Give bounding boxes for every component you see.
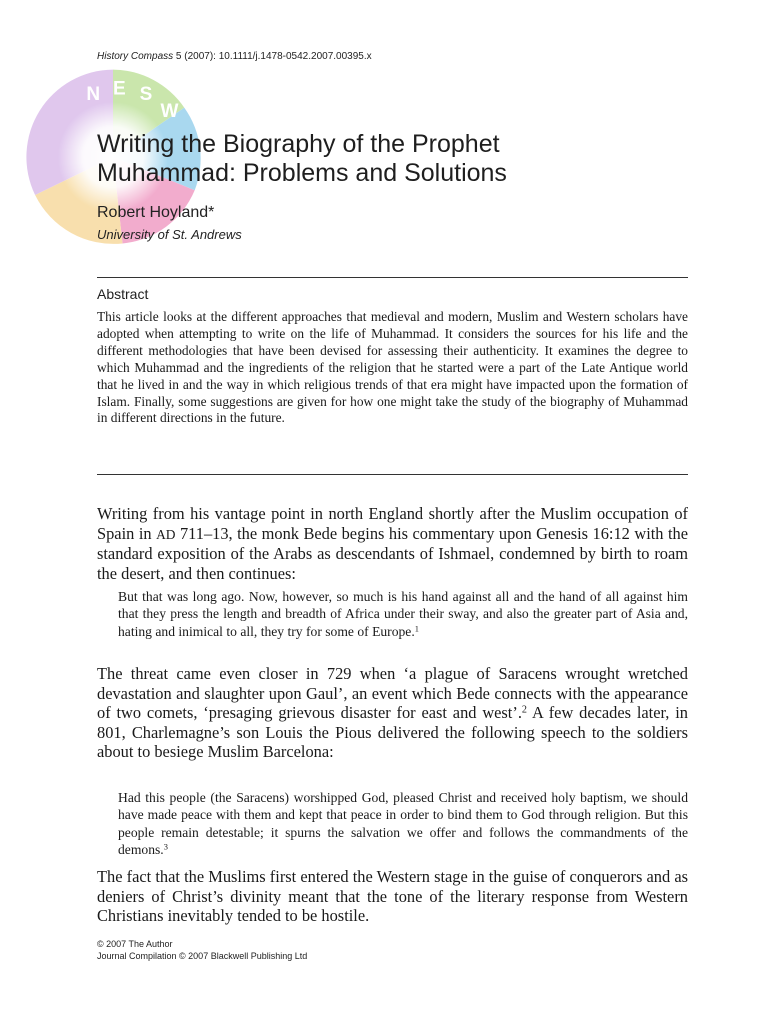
author-name: Robert Hoyland* bbox=[97, 204, 215, 221]
quote-1-text: But that was long ago. Now, however, so much is his hand against all and the hand of all against him that they press the length and breadth of Africa under their sway, and also the greater part of Asia and, hating and inimical to all, they try for some of Europe. bbox=[118, 589, 688, 639]
author-affiliation: University of St. Andrews bbox=[97, 227, 242, 242]
citation-details: 5 (2007): 10.1111/j.1478-0542.2007.00395.x bbox=[175, 51, 372, 62]
era-abbreviation: AD bbox=[156, 526, 176, 542]
footnote-marker-3: 3 bbox=[163, 841, 168, 852]
paragraph-2-text-a: The threat came even closer in 729 when ‘a plague of Saracens wrought wretched devastation and slaughter upon Gaul’, an event which Bede connects with the appearance of two comets, ‘presaging grievous disaster for east and west’. bbox=[97, 664, 688, 723]
journal-citation bbox=[97, 51, 372, 62]
quote-2-text: Had this people (the Saracens) worshipped God, pleased Christ and received holy baptism, we should have made peace with them and kept that peace in order to bind them to God through religion. But this people remain detestable; it spurns the salvation we offer and follows the commandments of the demons. bbox=[118, 790, 688, 858]
block-quote-1 bbox=[118, 588, 688, 640]
abstract-text: This article looks at the different approaches that medieval and modern, Muslim and Western scholars have adopted when attempting to write on the life of Muhammad. It considers the sources for his life and the different methodologies that have been devised for assessing their authenticity. It examines the degree to which Muhammad and the ingredients of the religion that he started were a part of the Late Antique world that he lived in and the way in which religious trends of that era might have impacted upon the formation of Islam. Finally, some suggestions are given for how one might take the study of the biography of Muhammad in different directions in the future. bbox=[97, 309, 688, 426]
paragraph-2-text-b: A few decades later, in 801, Charlemagne’s son Louis the Pious delivered the following speech to the soldiers about to besiege Muslim Barcelona: bbox=[97, 703, 688, 762]
copyright-author: © 2007 The Author bbox=[97, 939, 173, 949]
article-title bbox=[97, 130, 657, 188]
logo-letter-w: W bbox=[160, 101, 179, 123]
paragraph-1-text-b: 711–13, the monk Bede begins his commentary upon Genesis 16:12 with the standard exposition of the Arabs as descendants of Ishmael, condemned by birth to roam the desert, and then continues: bbox=[97, 523, 689, 583]
copyright-footer bbox=[97, 939, 307, 962]
footnote-marker-2: 2 bbox=[521, 704, 527, 716]
body-paragraph-3: The fact that the Muslims first entered the Western stage in the guise of conquerors and as deniers of Christ’s divinity meant that the tone of the literary response from Western Christians inevitably tended to be hostile. bbox=[97, 867, 688, 926]
logo-letter-s: S bbox=[139, 84, 153, 105]
abstract-bottom-rule bbox=[97, 474, 688, 475]
abstract-heading: Abstract bbox=[97, 286, 149, 302]
title-line-1: Writing the Biography of the Prophet bbox=[97, 130, 500, 158]
logo-letter-n: N bbox=[86, 84, 101, 105]
abstract-top-rule bbox=[97, 277, 688, 278]
copyright-journal: Journal Compilation © 2007 Blackwell Publishing Ltd bbox=[97, 950, 308, 961]
body-paragraph-1 bbox=[97, 504, 688, 583]
footnote-marker-1: 1 bbox=[414, 623, 419, 634]
title-line-2: Muhammad: Problems and Solutions bbox=[97, 159, 507, 187]
journal-name: History Compass bbox=[97, 51, 174, 62]
logo-letter-e: E bbox=[113, 78, 126, 100]
block-quote-2 bbox=[118, 789, 688, 859]
paragraph-1-text-a: Writing from his vantage point in north England shortly after the Muslim occupation of Spain in bbox=[97, 504, 688, 543]
body-paragraph-2 bbox=[97, 664, 688, 762]
